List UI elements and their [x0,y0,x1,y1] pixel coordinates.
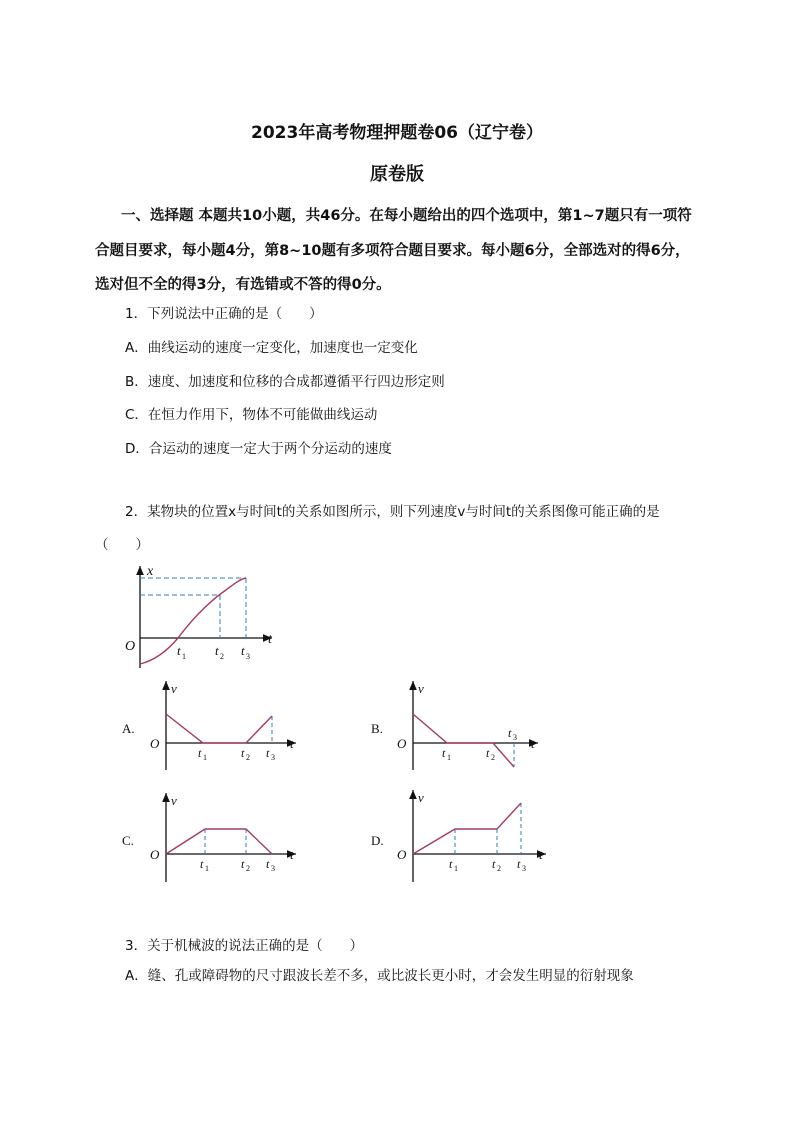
option-a-line [166,714,272,743]
svg-text:3: 3 [271,753,275,762]
svg-text:v: v [418,681,424,696]
option-d-graph [371,790,546,882]
question-1-option-d: D．合运动的速度一定大于两个分运动的速度 [125,441,392,457]
page-subtitle: 原卷版 [370,164,424,185]
svg-text:t: t [266,857,270,871]
svg-text:2: 2 [491,753,495,762]
option-c-graph [122,793,296,882]
svg-text:O: O [397,736,407,751]
option-d-label: D. [371,833,384,848]
t-axis-label: t [268,632,272,647]
origin-label: O [125,639,136,654]
svg-text:t: t [290,736,294,751]
svg-text:t: t [198,746,202,760]
svg-text:1: 1 [447,753,451,762]
svg-text:v: v [418,790,424,805]
x-t-curve [140,578,246,664]
svg-text:t: t [290,847,294,862]
option-d-line [413,803,521,854]
svg-text:3: 3 [271,864,275,873]
svg-text:v: v [171,793,177,808]
question-1-stem: 1．下列说法中正确的是（ ） [125,306,323,322]
svg-text:t: t [241,746,245,760]
svg-text:2: 2 [246,864,250,873]
question-1-option-c: C．在恒力作用下，物体不可能做曲线运动 [125,407,378,423]
option-a-graph [122,681,296,770]
option-b-graph [371,681,538,770]
svg-text:t: t [531,736,535,751]
svg-text:O: O [150,847,160,862]
t1-sub: 1 [182,652,186,661]
question-2-stem: 2．某物块的位置x与时间t的关系如图所示，则下列速度v与时间t的关系图像可能正确的是（ ） [95,504,660,553]
svg-text:3: 3 [522,864,526,873]
option-b-line [413,714,514,767]
svg-text:2: 2 [497,864,501,873]
option-a-label: A. [122,721,135,736]
option-c-line [166,829,272,854]
question-3-option-a: A．缝、孔或障碍物的尺寸跟波长差不多，或比波长更小时，才会发生明显的衍射现象 [125,968,634,984]
question-1-option-a: A．曲线运动的速度一定变化，加速度也一定变化 [125,340,418,356]
svg-text:1: 1 [205,864,209,873]
option-c-label: C. [122,833,134,848]
question-3-stem: 3．关于机械波的说法正确的是（ ） [125,938,364,954]
svg-text:t: t [266,746,270,760]
svg-text:t: t [492,857,496,871]
t2-sub: 2 [220,652,224,661]
svg-text:3: 3 [513,733,517,742]
svg-text:t: t [508,726,512,740]
t3-label: t [241,643,245,658]
svg-text:v: v [171,681,177,696]
section-instructions: 一、选择题 本题共10小题，共46分。在每小题给出的四个选项中，第1~7题只有一项符合题目要求，每小题4分，第8~10题有多项符合题目要求。每小题6分，全部选对的得6分，选对但不全的得3分，有选错或不答的得0分。 [95,208,692,293]
svg-text:1: 1 [203,753,207,762]
svg-text:t: t [449,857,453,871]
svg-text:t: t [200,857,204,871]
svg-text:t: t [442,746,446,760]
svg-text:2: 2 [246,753,250,762]
t1-label: t [177,643,181,658]
svg-text:t: t [539,847,543,862]
svg-text:t: t [486,746,490,760]
question-1-option-b: B．速度、加速度和位移的合成都遵循平行四边形定则 [125,374,445,390]
svg-text:O: O [397,847,407,862]
t2-label: t [215,643,219,658]
t3-sub: 3 [246,652,250,661]
svg-text:t: t [241,857,245,871]
svg-text:O: O [150,736,160,751]
option-b-label: B. [371,721,383,736]
page-title: 2023年高考物理押题卷06（辽宁卷） [251,123,543,143]
svg-text:t: t [517,857,521,871]
x-axis-label: x [147,564,154,579]
svg-text:1: 1 [454,864,458,873]
